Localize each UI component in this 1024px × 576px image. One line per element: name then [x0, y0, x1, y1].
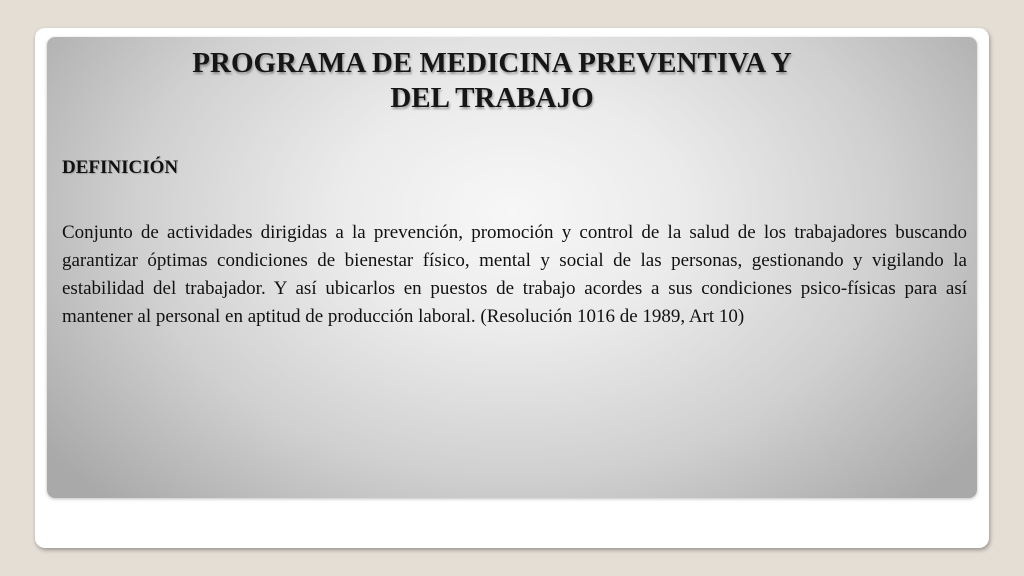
slide-title-line-2: DEL TRABAJO: [390, 82, 594, 114]
slide-title-line-1: PROGRAMA DE MEDICINA PREVENTIVA Y: [192, 47, 792, 79]
definition-paragraph: Conjunto de actividades dirigidas a la prevención, promoción y control de la salud de los trabajadores buscando garantizar óptimas condiciones de bienestar físico, mental y social de las personas, gestionando y vigilando la estabilidad del trabajador. Y así ubicarlos en puestos de trabajo acordes a sus condiciones psico-físicas para así mantener al personal en aptitud de producción laboral. (Resolución 1016 de 1989, Art 10): [62, 222, 967, 327]
definition-heading: DEFINICIÓN: [62, 157, 179, 178]
slide-title: [62, 46, 922, 116]
